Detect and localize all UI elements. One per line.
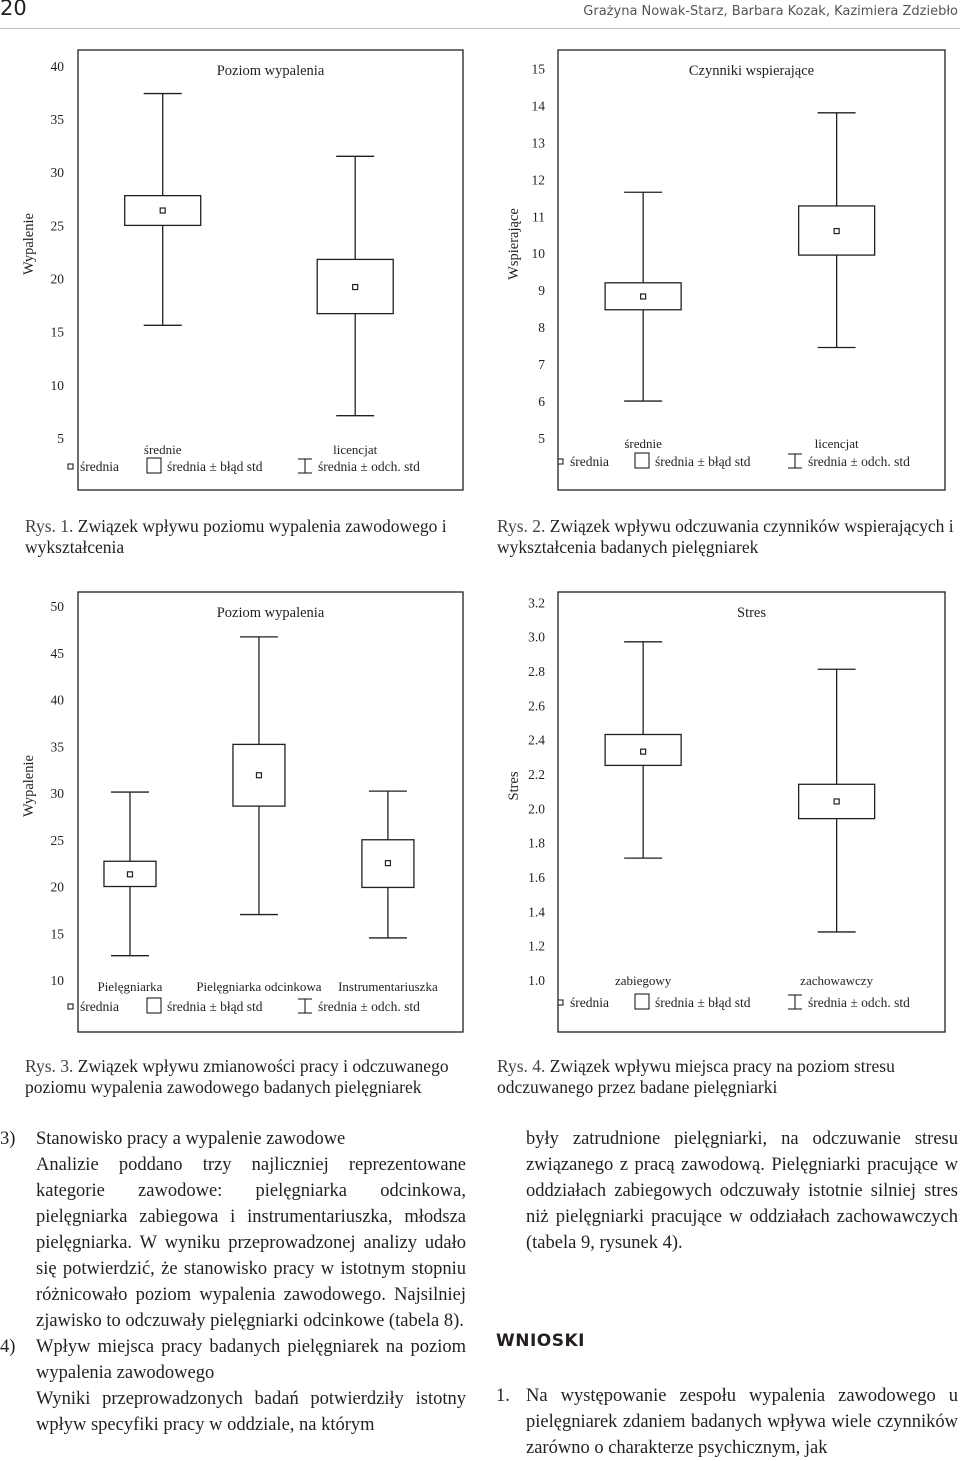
legend-sd-label: średnia ± odch. std: [808, 454, 910, 469]
category-label: licencjat: [333, 442, 378, 457]
running-header-authors: Grażyna Nowak-Starz, Barbara Kozak, Kazimiera Zdziebło: [583, 4, 958, 19]
item-paragraph: Na występowanie zespołu wypalenia zawodowego u pielęgniarek zdaniem badanych wpływa wiele czynników zarówno o charakterze psychicznym, jak: [526, 1386, 958, 1458]
caption-number: Rys. 1.: [25, 516, 74, 536]
caption-rys-2: [497, 516, 957, 558]
legend-mean-swatch: [558, 459, 563, 464]
legend-se-swatch: [635, 453, 649, 468]
caption-number: Rys. 3.: [25, 1056, 74, 1076]
y-tick-label: 40: [50, 692, 64, 708]
plot-frame: [558, 50, 945, 490]
y-tick-label: 35: [50, 112, 64, 128]
item-paragraph: Wyniki przeprowadzonych badań potwierdziły istotny wpływ specyfiki pracy w oddziale, na którym: [36, 1389, 466, 1435]
legend-mean-label: średnia: [80, 459, 119, 474]
mean-marker: [641, 749, 646, 754]
header-rule: [0, 28, 960, 29]
y-tick-label: 2.6: [528, 698, 545, 714]
y-tick-label: 11: [532, 209, 545, 225]
caption-number: Rys. 4.: [497, 1056, 546, 1076]
y-tick-label: 1.2: [528, 938, 545, 954]
legend-mean-label: średnia: [80, 999, 119, 1014]
y-tick-label: 3.2: [528, 595, 545, 611]
category-label: średnie: [143, 442, 182, 457]
legend-mean-swatch: [68, 464, 73, 469]
list-item-3: [0, 1126, 466, 1334]
y-axis-label: Stres: [506, 771, 522, 801]
category-label: zachowawczy: [800, 973, 874, 988]
mean-marker: [353, 285, 358, 290]
legend-se-label: średnia ± błąd std: [655, 995, 751, 1010]
section-heading-wnioski: WNIOSKI: [496, 1331, 585, 1351]
y-tick-label: 2.0: [528, 801, 545, 817]
legend-mean-label: średnia: [570, 995, 609, 1010]
y-tick-label: 40: [50, 58, 64, 74]
category-label: średnie: [624, 436, 662, 451]
y-tick-label: 15: [531, 61, 545, 77]
chart-title: Poziom wypalenia: [216, 605, 325, 621]
mean-marker: [256, 773, 261, 778]
y-tick-label: 30: [50, 165, 64, 181]
chart-title: Poziom wypalenia: [216, 63, 325, 79]
y-tick-label: 6: [538, 394, 545, 410]
item-title: Wpływ miejsca pracy badanych pielęgniarek na poziom wypalenia zawodowego: [36, 1337, 466, 1383]
plot-frame: [78, 592, 463, 1032]
y-tick-label: 12: [531, 172, 545, 188]
list-label: 3): [0, 1129, 16, 1149]
y-tick-label: 50: [50, 599, 64, 615]
caption-text: Związek wpływu poziomu wypalenia zawodowego i wykształcenia: [25, 516, 447, 557]
legend-mean-label: średnia: [570, 454, 609, 469]
mean-marker: [834, 229, 839, 234]
legend-mean-swatch: [68, 1004, 73, 1009]
caption-text: Związek wpływu odczuwania czynników wspierających i wykształcenia badanych pielęgniarek: [497, 516, 954, 557]
list-item-1: [496, 1383, 958, 1461]
list-label: 1.: [496, 1386, 510, 1406]
y-axis-label: Wspierające: [506, 208, 522, 280]
y-tick-label: 30: [50, 786, 64, 802]
legend-se-swatch: [147, 998, 161, 1013]
legend-se-label: średnia ± błąd std: [167, 459, 263, 474]
chart-rys-3: [0, 580, 478, 1035]
legend-mean-swatch: [558, 1000, 563, 1005]
mean-marker: [160, 208, 165, 213]
mean-marker: [127, 872, 132, 877]
caption-text: Związek wpływu miejsca pracy na poziom stresu odczuwanego przez badane pielęgniarki: [497, 1056, 895, 1097]
caption-number: Rys. 2.: [497, 516, 546, 536]
y-tick-label: 1.6: [528, 869, 545, 885]
plot-frame: [558, 592, 945, 1032]
y-tick-label: 20: [50, 879, 64, 895]
list-item-4: [0, 1334, 466, 1438]
chart-rys-2: [490, 38, 960, 498]
y-tick-label: 10: [531, 246, 545, 262]
y-tick-label: 2.4: [528, 732, 545, 748]
y-tick-label: 5: [57, 431, 64, 446]
chart-rys-1: [0, 38, 478, 498]
category-label: zabiegowy: [614, 973, 672, 988]
legend-sd-label: średnia ± odch. std: [318, 999, 420, 1014]
caption-rys-4: [497, 1056, 957, 1098]
y-tick-label: 35: [50, 739, 64, 755]
y-tick-label: 25: [50, 218, 64, 234]
y-tick-label: 14: [531, 98, 545, 114]
list-label: 4): [0, 1337, 16, 1357]
legend-sd-label: średnia ± odch. std: [808, 995, 910, 1010]
y-tick-label: 10: [50, 377, 64, 393]
body-left-column: [0, 1126, 466, 1438]
caption-rys-3: [25, 1056, 473, 1098]
y-tick-label: 1.8: [528, 835, 545, 851]
y-tick-label: 45: [50, 645, 64, 661]
category-label: Instrumentariuszka: [338, 979, 438, 994]
y-tick-label: 1.0: [528, 973, 545, 988]
caption-text: Związek wpływu zmianowości pracy i odczuwanego poziomu wypalenia zawodowego badanych pielęgniarek: [25, 1056, 449, 1097]
y-tick-label: 8: [538, 320, 545, 336]
y-tick-label: 1.4: [528, 904, 545, 920]
y-tick-label: 2.8: [528, 663, 545, 679]
item-title: Stanowisko pracy a wypalenie zawodowe: [36, 1129, 346, 1149]
category-label: Pielęgniarka odcinkowa: [196, 979, 322, 994]
legend-se-swatch: [147, 458, 161, 473]
y-tick-label: 25: [50, 832, 64, 848]
y-tick-label: 3.0: [528, 629, 545, 645]
y-tick-label: 7: [538, 357, 545, 373]
legend-se-swatch: [635, 994, 649, 1009]
y-tick-label: 5: [538, 431, 545, 446]
y-tick-label: 2.2: [528, 766, 545, 782]
y-tick-label: 15: [50, 926, 64, 942]
item-paragraph: Analizie poddano trzy najliczniej reprezentowane kategorie zawodowe: pielęgniarka odcinkowa, pielęgniarka zabiegowa i instrumentariuszka, młodsza pielęgniarka. W wyniku przeprowadzonej analizy udało się potwierdzić, że stanowisko pracy w istotnym stopniu różnicowało poziom wypalenia zawodowego. Najsilniej zjawisko to odczuwały pielęgniarki odcinkowe (tabela 8).: [36, 1155, 466, 1331]
plot-frame: [78, 50, 463, 490]
chart-title: Czynniki wspierające: [688, 63, 815, 79]
paragraph: były zatrudnione pielęgniarki, na odczuwanie stresu związanego z pracą zawodową. Pielęgniarki pracujące w oddziałach zabiegowych odczuwały istotnie silniej stres niż pielęgniarki pracujące w oddziałach zachowawczych (tabela 9, rysunek 4).: [526, 1129, 958, 1253]
caption-rys-1: [25, 516, 473, 558]
body-right-continuation: [526, 1126, 958, 1256]
chart-title: Stres: [737, 605, 766, 621]
y-axis-label: Wypalenie: [21, 755, 37, 817]
legend-se-label: średnia ± błąd std: [655, 454, 751, 469]
y-tick-label: 20: [50, 271, 64, 287]
category-label: Pielęgniarka: [97, 979, 163, 994]
category-label: licencjat: [814, 436, 859, 451]
legend-sd-label: średnia ± odch. std: [318, 459, 420, 474]
y-tick-label: 9: [538, 283, 545, 299]
legend-se-label: średnia ± błąd std: [167, 999, 263, 1014]
y-tick-label: 13: [531, 135, 545, 151]
y-tick-label: 10: [50, 973, 64, 988]
mean-marker: [385, 861, 390, 866]
page-number: 20: [0, 0, 27, 20]
chart-rys-4: [490, 580, 960, 1035]
mean-marker: [641, 294, 646, 299]
y-axis-label: Wypalenie: [21, 213, 37, 275]
y-tick-label: 15: [50, 324, 64, 340]
mean-marker: [834, 799, 839, 804]
